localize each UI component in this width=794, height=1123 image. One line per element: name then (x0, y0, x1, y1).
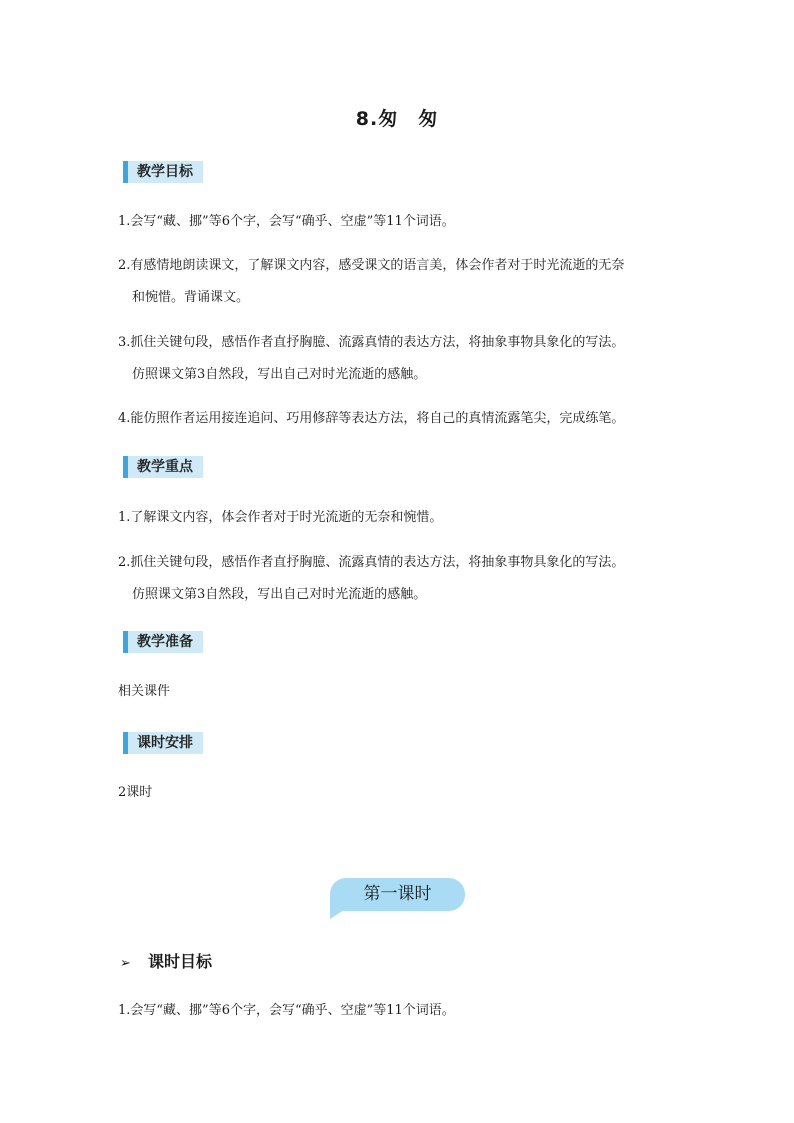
section-heading-goals: 教学目标 (123, 161, 203, 183)
schedule-text: 2课时 (118, 785, 153, 800)
lesson-goal-item-1: 1.会写“藏、挪”等6个字，会写“确乎、空虚”等11个词语。 (118, 1003, 455, 1018)
goal-item-1: 1.会写“藏、挪”等6个字，会写“确乎、空虚”等11个词语。 (118, 214, 455, 229)
preparation-text: 相关课件 (118, 684, 171, 699)
keypoint-item-2 (118, 553, 688, 605)
section-heading-schedule: 课时安排 (123, 732, 203, 754)
lesson-badge-label: 第一课时 (363, 884, 432, 904)
lesson-goals-heading-label: 课时目标 (148, 952, 213, 971)
arrow-bullet-icon: ➢ (120, 956, 131, 971)
goal-item-3-line-2: 仿照课文第3自然段，写出自己对时光流逝的感触。 (132, 367, 427, 382)
section-heading-keypoints: 教学重点 (123, 456, 203, 478)
keypoint-item-2-line-1: 2.抓住关键句段，感悟作者直抒胸臆、流露真情的表达方法，将抽象事物具象化的写法。 (118, 555, 625, 570)
lesson-badge (330, 878, 465, 911)
keypoint-item-1: 1.了解课文内容，体会作者对于时光流逝的无奈和惋惜。 (118, 510, 443, 525)
goal-item-4: 4.能仿照作者运用接连追问、巧用修辞等表达方法，将自己的真情流露笔尖，完成练笔。 (118, 411, 625, 426)
lesson-goals-heading (120, 950, 212, 974)
goal-item-2-line-2: 和惋惜。背诵课文。 (132, 290, 250, 305)
page-title: 8.匆 匆 (355, 108, 439, 130)
goal-item-2 (118, 256, 688, 308)
goal-item-3-line-1: 3.抓住关键句段，感悟作者直抒胸臆、流露真情的表达方法，将抽象事物具象化的写法。 (118, 335, 625, 350)
goal-item-2-line-1: 2.有感情地朗读课文，了解课文内容，感受课文的语言美，体会作者对于时光流逝的无奈 (118, 258, 625, 273)
speech-bubble-tail (330, 910, 344, 919)
goal-item-3 (118, 333, 688, 385)
keypoint-item-2-line-2: 仿照课文第3自然段，写出自己对时光流逝的感触。 (132, 587, 427, 602)
section-heading-preparation: 教学准备 (123, 631, 203, 653)
